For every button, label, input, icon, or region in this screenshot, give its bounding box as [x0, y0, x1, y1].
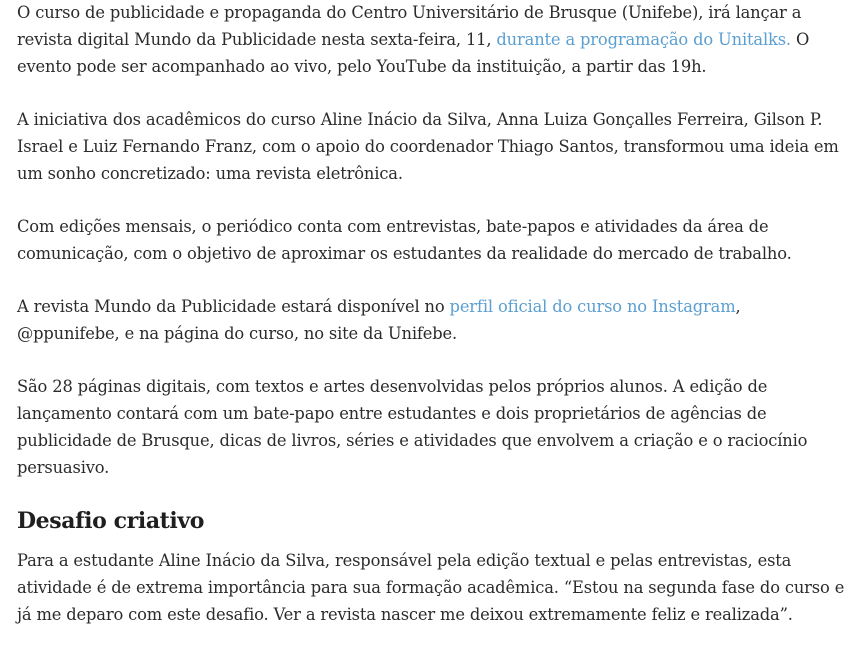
- unitalks-program-link[interactable]: durante a programação do Unitalks.: [496, 30, 791, 49]
- paragraph-pages: São 28 páginas digitais, com textos e artes desenvolvidas pelos próprios alunos. A edição de lançamento contará com um bate-papo entre estudantes e dois proprietários de agências de publicidade de Brusque, dicas de livros, séries e atividades que envolvem a criação e o raciocínio persuasivo.: [17, 377, 808, 477]
- paragraph-availability-text-end: , @ppunifebe, e na página do curso, no site da Unifebe.: [17, 297, 741, 343]
- paragraph-initiative: A iniciativa dos acadêmicos do curso Aline Inácio da Silva, Anna Luiza Gonçalles Ferreira, Gilson P. Israel e Luiz Fernando Franz, com o apoio do coordenador Thiago Santos, transformou uma ideia em um sonho concretizado: uma revista eletrônica.: [17, 110, 839, 183]
- paragraph-launch: [17, 0, 847, 80]
- paragraph-availability-text-start: A revista Mundo da Publicidade estará disponível no: [17, 297, 450, 316]
- paragraph-launch-text-start: O curso de publicidade e propaganda do Centro Universitário de Brusque (Unifebe), irá lançar a revista digital Mundo da Publicidade nesta sexta-feira, 11,: [17, 3, 802, 49]
- paragraph-availability: [17, 293, 847, 347]
- section-heading: Desafio criativo: [17, 508, 205, 534]
- paragraph-monthly-editions: Com edições mensais, o periódico conta com entrevistas, bate-papos e atividades da área de comunicação, com o objetivo de aproximar os estudantes da realidade do mercado de trabalho.: [17, 217, 792, 263]
- article-body: [17, 0, 847, 654]
- paragraph-creative-challenge: Para a estudante Aline Inácio da Silva, responsável pela edição textual e pelas entrevistas, esta atividade é de extrema importância para sua formação acadêmica. “Estou na segunda fase do curso e já me deparo com este desafio. Ver a revista nascer me deixou extremamente feliz e realizada”.: [17, 551, 845, 624]
- instagram-profile-link[interactable]: perfil oficial do curso no Instagram: [449, 297, 736, 316]
- paragraph-launch-text-end: O evento pode ser acompanhado ao vivo, pelo YouTube da instituição, a partir das 19h.: [17, 30, 810, 76]
